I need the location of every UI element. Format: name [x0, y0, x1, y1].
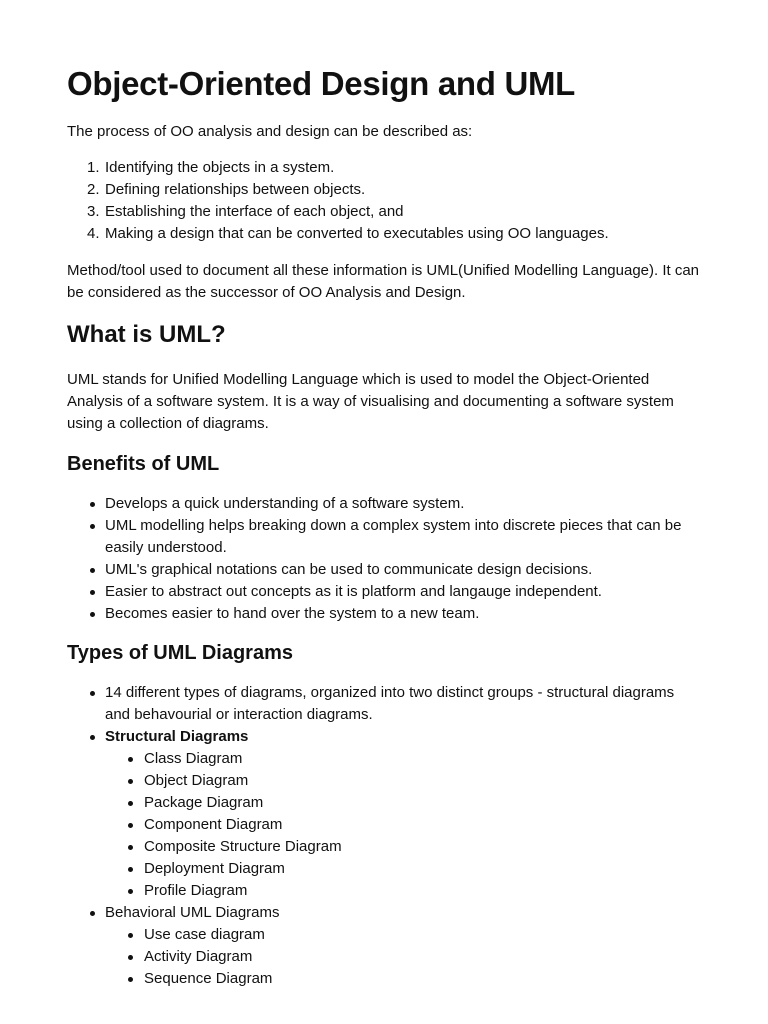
diagram-name: Activity Diagram: [144, 948, 253, 965]
bullet-icon: [128, 955, 133, 960]
structural-heading: Structural Diagrams: [105, 728, 249, 745]
bullet-icon: [128, 779, 133, 784]
list-item: [67, 902, 702, 990]
structural-diagrams-list: [105, 748, 702, 902]
benefits-list: [67, 493, 702, 625]
bullet-icon: [128, 845, 133, 850]
bullet-icon: [90, 568, 95, 573]
list-item: [67, 493, 702, 515]
list-item: [105, 836, 702, 858]
list-item: [67, 559, 702, 581]
benefit-text: Develops a quick understanding of a software system.: [105, 495, 465, 512]
bullet-icon: [90, 590, 95, 595]
bullet-icon: [128, 867, 133, 872]
step-number: 4.: [87, 225, 100, 242]
list-item: [67, 515, 702, 559]
list-item: [67, 179, 702, 201]
bullet-icon: [128, 823, 133, 828]
bullet-icon: [128, 977, 133, 982]
diagram-name: Sequence Diagram: [144, 970, 273, 987]
method-paragraph: Method/tool used to document all these information is UML(Unified Modelling Language). It can be considered as the successor of OO Analysis and Design.: [67, 262, 700, 301]
bullet-icon: [128, 889, 133, 894]
step-text: Defining relationships between objects.: [105, 181, 366, 198]
benefit-text: Becomes easier to hand over the system to a new team.: [105, 605, 480, 622]
bullet-icon: [90, 502, 95, 507]
bullet-icon: [90, 691, 95, 696]
bullet-icon: [128, 933, 133, 938]
step-number: 1.: [87, 159, 100, 176]
step-text: Making a design that can be converted to executables using OO languages.: [105, 225, 609, 242]
behavioral-diagrams-list: [105, 924, 702, 990]
list-item: [105, 814, 702, 836]
types-heading: Types of UML Diagrams: [67, 642, 293, 664]
list-item: [67, 682, 702, 726]
diagram-name: Profile Diagram: [144, 882, 248, 899]
list-item: [105, 924, 702, 946]
process-steps-list: [67, 157, 702, 245]
diagram-name: Use case diagram: [144, 926, 265, 943]
bullet-icon: [90, 735, 95, 740]
diagram-name: Package Diagram: [144, 794, 264, 811]
step-number: 2.: [87, 181, 100, 198]
diagram-name: Deployment Diagram: [144, 860, 285, 877]
diagram-name: Object Diagram: [144, 772, 249, 789]
list-item: [105, 946, 702, 968]
list-item: [67, 603, 702, 625]
list-item: [105, 748, 702, 770]
benefits-heading: Benefits of UML: [67, 453, 220, 475]
list-item: [105, 858, 702, 880]
bullet-icon: [128, 801, 133, 806]
list-item: [67, 726, 702, 902]
list-item: [67, 201, 702, 223]
types-list: [67, 682, 702, 990]
list-item: [105, 880, 702, 902]
bullet-icon: [90, 911, 95, 916]
benefit-text: UML modelling helps breaking down a complex system into discrete pieces that can be easily understood.: [105, 517, 682, 556]
what-is-uml-paragraph: UML stands for Unified Modelling Language which is used to model the Object-Oriented Analysis of a software system. It is a way of visualising and documenting a software system using a collection of diagrams.: [67, 371, 674, 432]
diagram-name: Composite Structure Diagram: [144, 838, 342, 855]
page-title: Object-Oriented Design and UML: [67, 65, 576, 102]
step-number: 3.: [87, 203, 100, 220]
what-is-uml-heading: What is UML?: [67, 321, 226, 348]
benefit-text: UML's graphical notations can be used to communicate design decisions.: [105, 561, 593, 578]
step-text: Identifying the objects in a system.: [105, 159, 335, 176]
types-intro-text: 14 different types of diagrams, organized into two distinct groups - structural diagrams and behavourial or interaction diagrams.: [105, 684, 675, 723]
diagram-name: Component Diagram: [144, 816, 283, 833]
benefit-text: Easier to abstract out concepts as it is platform and langauge independent.: [105, 583, 602, 600]
list-item: [67, 581, 702, 603]
intro-paragraph: The process of OO analysis and design can be described as:: [67, 123, 473, 140]
bullet-icon: [90, 612, 95, 617]
list-item: [105, 770, 702, 792]
list-item: [105, 968, 702, 990]
diagram-name: Class Diagram: [144, 750, 243, 767]
bullet-icon: [128, 757, 133, 762]
behavioral-heading: Behavioral UML Diagrams: [105, 904, 280, 921]
step-text: Establishing the interface of each object, and: [105, 203, 404, 220]
list-item: [105, 792, 702, 814]
bullet-icon: [90, 524, 95, 529]
list-item: [67, 223, 702, 245]
list-item: [67, 157, 702, 179]
